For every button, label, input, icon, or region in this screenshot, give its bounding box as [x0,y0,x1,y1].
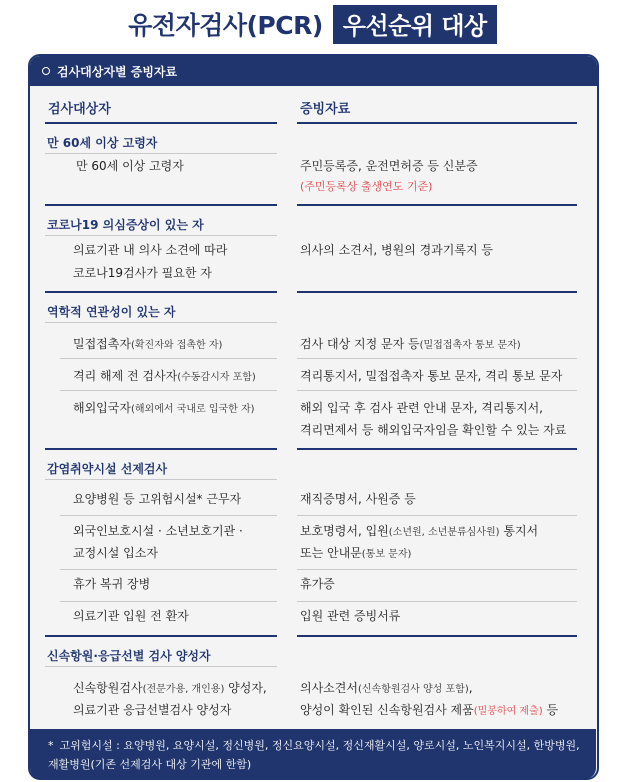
target-text: 해외입국자(해외에서 국내로 입국한 자) [73,401,255,415]
section-rule-left [45,291,277,293]
section-rule-right [297,635,577,637]
card-header [30,56,597,86]
divider [297,358,577,359]
divider [45,322,277,323]
proof-text: 재직증명서, 사원증 등 [300,492,416,506]
divider [45,666,277,667]
divider [60,390,277,391]
divider [45,153,277,154]
section-rule-left [45,204,277,206]
target-text: 의료기관 내 의사 소견에 따라 [73,243,228,257]
header-rule-right [297,122,577,124]
section-rule-left [45,448,277,450]
circle-bullet-icon [42,67,50,75]
section-title: 만 60세 이상 고령자 [47,136,158,150]
divider [60,601,277,602]
proof-text: 입원 관련 증빙서류 [300,609,401,623]
title-row [0,6,625,42]
page-title: 유전자검사(PCR) [128,11,323,40]
section-title: 코로나19 의심증상이 있는 자 [47,218,204,232]
proof-text-line2: 또는 안내문(통보 문자) [300,546,412,560]
divider [297,515,577,516]
target-text: 밀접접촉자(확진자와 접촉한 자) [73,337,223,351]
divider [60,569,277,570]
proof-text: 주민등록증, 운전면허증 등 신분증 [300,159,478,173]
footnote-bar [30,729,596,779]
page-title-highlight: 우선순위 대상 [333,5,497,44]
column-header-target: 검사대상자 [48,102,111,117]
divider [297,601,577,602]
proof-note-red: (주민등록상 출생연도 기준) [300,180,433,193]
section-rule-left [45,635,277,637]
proof-text-line2: 격리면제서 등 해외입국자임을 확인할 수 있는 자료 [300,423,567,437]
target-text: 휴가 복귀 장병 [73,577,151,591]
section-rule-right [297,448,577,450]
proof-text: 휴가증 [300,577,335,591]
proof-text: 의사소견서(신속항원검사 양성 포함), [300,681,473,695]
target-text: 만 60세 이상 고령자 [76,159,184,173]
target-text-line2: 의료기관 응급선별검사 양성자 [73,703,232,717]
proof-text: 보호명령서, 입원(소년원, 소년분류심사원) 통지서 [300,524,539,538]
divider [297,569,577,570]
section-title: 감염취약시설 선제검사 [47,462,168,476]
divider [60,358,277,359]
section-title: 역학적 연관성이 있는 자 [47,305,176,319]
card-header-label: 검사대상자별 증빙자료 [57,64,178,79]
asterisk-icon: * [48,739,54,752]
footnote-line2: 재활병원(기존 선제검사 대상 기관에 한함) [48,758,252,771]
target-text: 요양병원 등 고위험시설* 근무자 [73,492,242,506]
target-text: 외국인보호시설 · 소년보호기관 · [73,524,243,538]
divider [45,235,277,236]
divider [297,390,577,391]
divider [45,479,277,480]
target-text-line2: 교정시설 입소자 [73,546,158,560]
section-rule-right [297,291,577,293]
proof-text: 격리통지서, 밀접접촉자 통보 문자, 격리 통보 문자 [300,369,563,383]
section-title: 신속항원·응급선별 검사 양성자 [47,649,211,663]
proof-text: 의사의 소견서, 병원의 경과기록지 등 [300,243,493,257]
proof-text-line2: 양성이 확인된 신속항원검사 제품(밀봉하여 제출) 등 [300,703,559,717]
proof-text: 해외 입국 후 검사 관련 안내 문자, 격리통지서, [300,401,543,415]
target-text: 신속항원검사(전문가용, 개인용) 양성자, [73,681,267,695]
column-header-proof: 증빙자료 [300,102,351,117]
section-rule-right [297,204,577,206]
target-text-line2: 코로나19검사가 필요한 자 [73,266,212,280]
proof-text: 검사 대상 지정 문자 등(밀접접촉자 통보 문자) [300,337,521,351]
divider [60,515,277,516]
footnote-line: * 고위험시설 : 요양병원, 요양시설, 정신병원, 정신요양시설, 정신재활시설, 양로시설, 노인복지시설, 한방병원, [48,739,580,752]
target-text: 격리 해제 전 검사자(수동감시자 포함) [73,369,256,383]
target-text: 의료기관 입원 전 환자 [73,609,189,623]
header-rule-left [45,122,277,124]
